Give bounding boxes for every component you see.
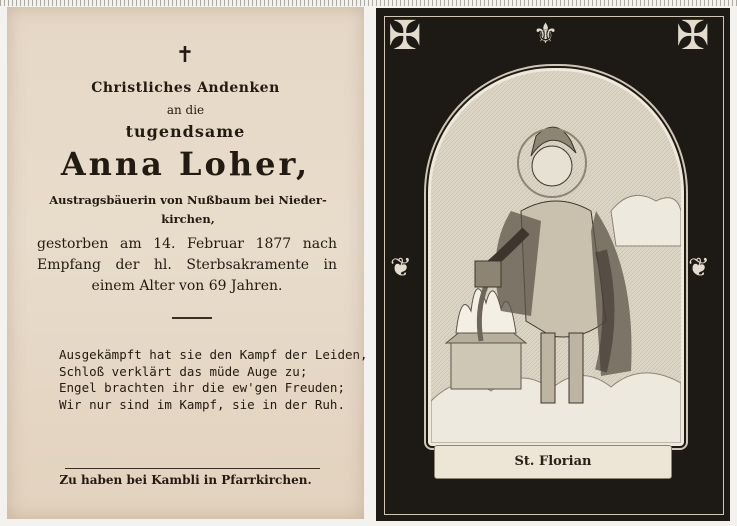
scroll-ornament-icon: ❦ xyxy=(688,253,710,283)
saint-caption-banner: St. Florian xyxy=(434,445,672,479)
saint-florian-illustration xyxy=(431,71,681,443)
verse-line: Wir nur sind im Kampf, sie in der Ruh. xyxy=(59,396,345,412)
divider xyxy=(172,317,212,319)
verse-line: Engel brachten ihr die ew'gen Freuden; xyxy=(59,380,345,395)
an-die-text: an die xyxy=(166,103,205,117)
divider xyxy=(65,468,320,469)
tugendsame-text: tugendsame xyxy=(125,122,246,141)
occupation-text: Austragsbäuerin von Nußbaum bei Nieder-kirchen, xyxy=(49,193,327,226)
memorial-card-image-side xyxy=(376,8,730,521)
memorial-card-text-side xyxy=(7,7,368,519)
verse-line: Ausgekämpft hat sie den Kampf der Leiden, xyxy=(59,347,368,362)
saint-engraving xyxy=(428,68,684,446)
corner-cross-icon: ✠ xyxy=(388,13,422,59)
fleur-ornament-icon: ⚜ xyxy=(533,17,559,50)
scroll-ornament-icon: ❦ xyxy=(390,253,412,283)
corner-cross-icon: ✠ xyxy=(676,13,710,59)
deceased-name: Anna Loher, xyxy=(60,145,311,183)
card-heading: Christliches Andenken xyxy=(91,80,280,96)
scanner-ruler xyxy=(0,0,737,6)
cross-icon: ✝ xyxy=(175,43,195,68)
death-text: gestorben am 14. Februar 1877 nach Empfang der hl. Sterbsakramente in einem Alter von 69 Jahren. xyxy=(37,236,337,294)
printer-note: Zu haben bei Kambli in Pfarrkirchen. xyxy=(59,473,312,487)
memorial-verse xyxy=(59,347,368,413)
verse-line: Schloß verklärt das müde Auge zu; xyxy=(59,363,308,379)
